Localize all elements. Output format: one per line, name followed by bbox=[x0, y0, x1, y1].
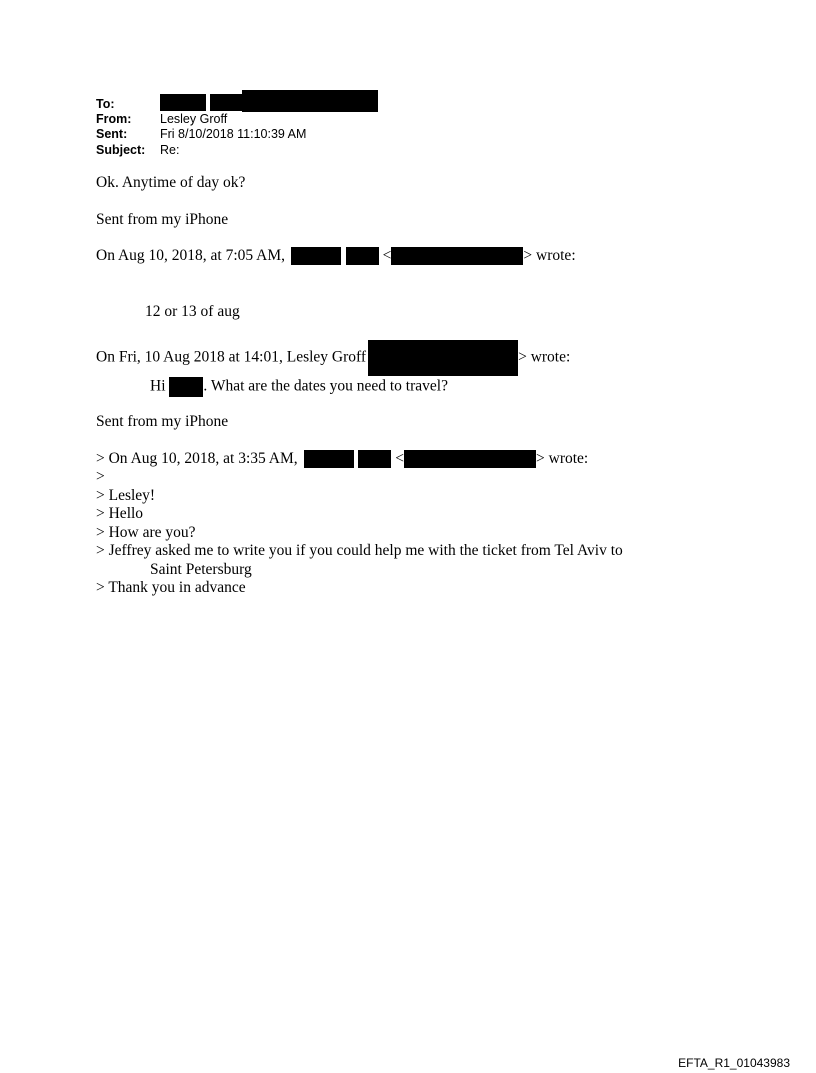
redaction-sender-last bbox=[346, 247, 379, 265]
quote-1-suffix: > wrote: bbox=[523, 247, 576, 264]
quote-3-line-4: > Jeffrey asked me to write you if you could help me with the ticket from Tel Aviv to bbox=[96, 542, 623, 559]
from-label: From: bbox=[96, 112, 132, 126]
quote-1-header bbox=[96, 247, 576, 265]
subject-label: Subject: bbox=[96, 143, 146, 157]
quote-3-blank: > bbox=[96, 468, 105, 485]
quote-1-lt: < bbox=[382, 247, 392, 264]
signature-1: Sent from my iPhone bbox=[96, 211, 229, 228]
sent-label: Sent: bbox=[96, 127, 128, 141]
redaction-sender-email-2 bbox=[404, 450, 536, 468]
quote-1-prefix: On Aug 10, 2018, at 7:05 AM, bbox=[96, 247, 286, 264]
redaction-groff-email bbox=[368, 340, 518, 376]
redaction-sender-first bbox=[291, 247, 341, 265]
document-id: EFTA_R1_01043983 bbox=[678, 1056, 790, 1070]
quote-3-line-1: > Lesley! bbox=[96, 487, 156, 504]
quote-3-suffix: > wrote: bbox=[536, 450, 589, 467]
from-value: Lesley Groff bbox=[160, 112, 228, 126]
redaction-sender-email bbox=[391, 247, 523, 265]
quote-2-header bbox=[96, 340, 570, 376]
redaction-sender-first-2 bbox=[304, 450, 354, 468]
quote-3-line-3: > How are you? bbox=[96, 524, 196, 541]
quote-2-text: . What are the dates you need to travel? bbox=[203, 377, 448, 395]
quote-2-prefix: On Fri, 10 Aug 2018 at 14:01, Lesley Groff bbox=[96, 348, 367, 366]
subject-value: Re: bbox=[160, 143, 180, 157]
redaction-sender-last-2 bbox=[358, 450, 391, 468]
signature-2: Sent from my iPhone bbox=[96, 413, 229, 430]
redaction-recipient-name bbox=[169, 377, 203, 397]
quote-3-line-5: > Thank you in advance bbox=[96, 579, 246, 596]
quote-1-body: 12 or 13 of aug bbox=[145, 303, 240, 320]
quote-2-suffix: > wrote: bbox=[518, 348, 571, 366]
reply-text: Ok. Anytime of day ok? bbox=[96, 174, 246, 191]
quote-2-body bbox=[150, 377, 448, 397]
quote-3-line-4-cont: Saint Petersburg bbox=[150, 561, 252, 578]
to-label: To: bbox=[96, 97, 115, 111]
quote-2-hi: Hi bbox=[150, 377, 166, 395]
quote-3-lt: < bbox=[395, 450, 405, 467]
quote-3-line-2: > Hello bbox=[96, 505, 144, 522]
quote-3-prefix: > On Aug 10, 2018, at 3:35 AM, bbox=[96, 450, 298, 467]
quote-3-header bbox=[96, 450, 588, 468]
sent-value: Fri 8/10/2018 11:10:39 AM bbox=[160, 127, 307, 141]
